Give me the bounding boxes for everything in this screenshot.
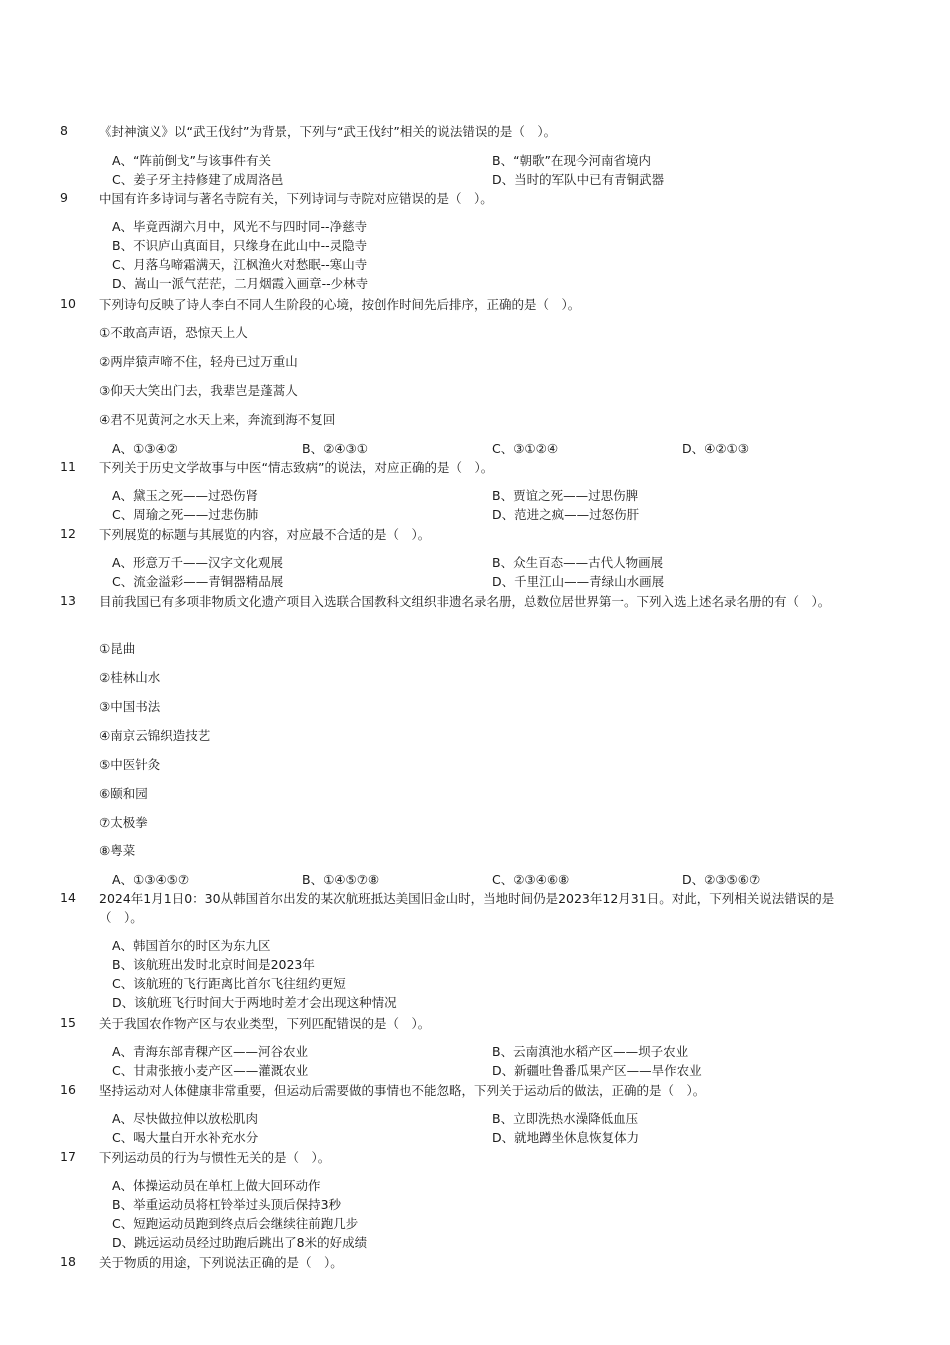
option-c: C、月落乌啼霜满天，江枫渔火对愁眠--寒山寺: [112, 257, 368, 272]
option-c: C、③①②④: [492, 441, 559, 456]
option-c: C、喝大量白开水补充水分: [112, 1130, 259, 1145]
option-a: A、青海东部青稞产区——河谷农业: [112, 1044, 309, 1059]
question-number: 11: [60, 459, 76, 474]
option-d: D、当时的军队中已有青铜武器: [492, 172, 665, 187]
question-number: 8: [60, 123, 68, 138]
question-stem: 2024年1月1日0：30从韩国首尔出发的某次航班抵达美国旧金山时，当地时间仍是2023年12月31日。对此，下列相关说法错误的是（ ）。: [99, 891, 835, 925]
question-number: 13: [60, 593, 76, 608]
question-number: 10: [60, 296, 76, 311]
option-b: B、举重运动员将杠铃举过头顶后保持3秒: [112, 1197, 342, 1212]
option-b: B、不识庐山真面目，只缘身在此山中--灵隐寺: [112, 238, 368, 253]
option-c: C、周瑜之死——过悲伤肺: [112, 507, 259, 522]
question-number: 14: [60, 890, 76, 905]
question-number: 9: [60, 190, 68, 205]
list-item: ②桂林山水: [99, 670, 161, 685]
option-d: D、新疆吐鲁番瓜果产区——旱作农业: [492, 1063, 702, 1078]
question-stem: 关于我国农作物产区与农业类型，下列匹配错误的是（ ）。: [99, 1016, 431, 1031]
option-c: C、②③④⑥⑧: [492, 872, 570, 887]
option-b: B、“朝歌”在现今河南省境内: [492, 153, 652, 168]
option-d: D、跳远运动员经过助跑后跳出了8米的好成绩: [112, 1235, 368, 1250]
option-c: C、短跑运动员跑到终点后会继续往前跑几步: [112, 1216, 359, 1231]
question-stem: 坚持运动对人体健康非常重要，但运动后需要做的事情也不能忽略，下列关于运动后的做法，正确的是（ ）。: [99, 1083, 706, 1098]
option-b: B、贾谊之死——过思伤脾: [492, 488, 639, 503]
list-item: ①昆曲: [99, 641, 136, 656]
list-item: ⑤中医针灸: [99, 757, 161, 772]
option-b: B、该航班出发时北京时间是2023年: [112, 957, 315, 972]
question-stem: 《封神演义》以“武王伐纣”为背景，下列与“武王伐纣”相关的说法错误的是（ ）。: [99, 124, 557, 139]
list-item: ③中国书法: [99, 699, 161, 714]
option-a: A、韩国首尔的时区为东九区: [112, 938, 271, 953]
option-c: C、流金溢彩——青铜器精品展: [112, 574, 284, 589]
question-number: 17: [60, 1149, 76, 1164]
option-a: A、体操运动员在单杠上做大回环动作: [112, 1178, 321, 1193]
option-b: B、云南滇池水稻产区——坝子农业: [492, 1044, 689, 1059]
option-a: A、“阵前倒戈”与该事件有关: [112, 153, 272, 168]
option-a: A、①③④②: [112, 441, 178, 456]
question-number: 15: [60, 1015, 76, 1030]
option-d: D、④②①③: [682, 441, 749, 456]
question-number: 18: [60, 1254, 76, 1269]
question-number: 12: [60, 526, 76, 541]
option-d: D、该航班飞行时间大于两地时差才会出现这种情况: [112, 995, 397, 1010]
question-number: 16: [60, 1082, 76, 1097]
option-b: B、众生百态——古代人物画展: [492, 555, 664, 570]
question-stem: 下列诗句反映了诗人李白不同人生阶段的心境，按创作时间先后排序，正确的是（ ）。: [99, 297, 581, 312]
option-c: C、甘肃张掖小麦产区——灌溉农业: [112, 1063, 309, 1078]
option-b: B、①④⑤⑦⑧: [302, 872, 380, 887]
list-item: ③仰天大笑出门去，我辈岂是蓬蒿人: [99, 383, 298, 398]
question-stem: 下列展览的标题与其展览的内容，对应最不合适的是（ ）。: [99, 527, 431, 542]
option-a: A、尽快做拉伸以放松肌肉: [112, 1111, 259, 1126]
option-d: D、范进之疯——过怒伤肝: [492, 507, 640, 522]
option-c: C、姜子牙主持修建了成周洛邑: [112, 172, 284, 187]
list-item: ⑦太极拳: [99, 815, 148, 830]
question-stem: 中国有许多诗词与著名寺院有关，下列诗词与寺院对应错误的是（ ）。: [99, 191, 493, 206]
list-item: ④君不见黄河之水天上来，奔流到海不复回: [99, 412, 336, 427]
option-d: D、②③⑤⑥⑦: [682, 872, 761, 887]
option-d: D、就地蹲坐休息恢复体力: [492, 1130, 640, 1145]
question-stem: 下列关于历史文学故事与中医“情志致病”的说法，对应正确的是（ ）。: [99, 460, 494, 475]
list-item: ⑧粤菜: [99, 843, 136, 858]
question-stem: 目前我国已有多项非物质文化遗产项目入选联合国教科文组织非遗名录名册，总数位居世界第一。下列入选上述名录名册的有（ ）。: [99, 594, 831, 609]
list-item: ②两岸猿声啼不住，轻舟已过万重山: [99, 354, 298, 369]
option-a: A、形意万千——汉字文化观展: [112, 555, 284, 570]
option-a: A、①③④⑤⑦: [112, 872, 190, 887]
option-d: D、千里江山——青绿山水画展: [492, 574, 665, 589]
list-item: ④南京云锦织造技艺: [99, 728, 211, 743]
question-stem: 关于物质的用途，下列说法正确的是（ ）。: [99, 1255, 343, 1270]
option-a: A、毕竟西湖六月中，风光不与四时同--净慈寺: [112, 219, 368, 234]
option-c: C、该航班的飞行距离比首尔飞往纽约更短: [112, 976, 346, 991]
option-b: B、立即洗热水澡降低血压: [492, 1111, 639, 1126]
option-a: A、黛玉之死——过恐伤肾: [112, 488, 259, 503]
option-d: D、嵩山一派气茫茫，二月烟霞入画章--少林寺: [112, 276, 369, 291]
list-item: ①不敢高声语，恐惊天上人: [99, 325, 248, 340]
question-stem: 下列运动员的行为与惯性无关的是（ ）。: [99, 1150, 331, 1165]
list-item: ⑥颐和园: [99, 786, 148, 801]
option-b: B、②④③①: [302, 441, 368, 456]
